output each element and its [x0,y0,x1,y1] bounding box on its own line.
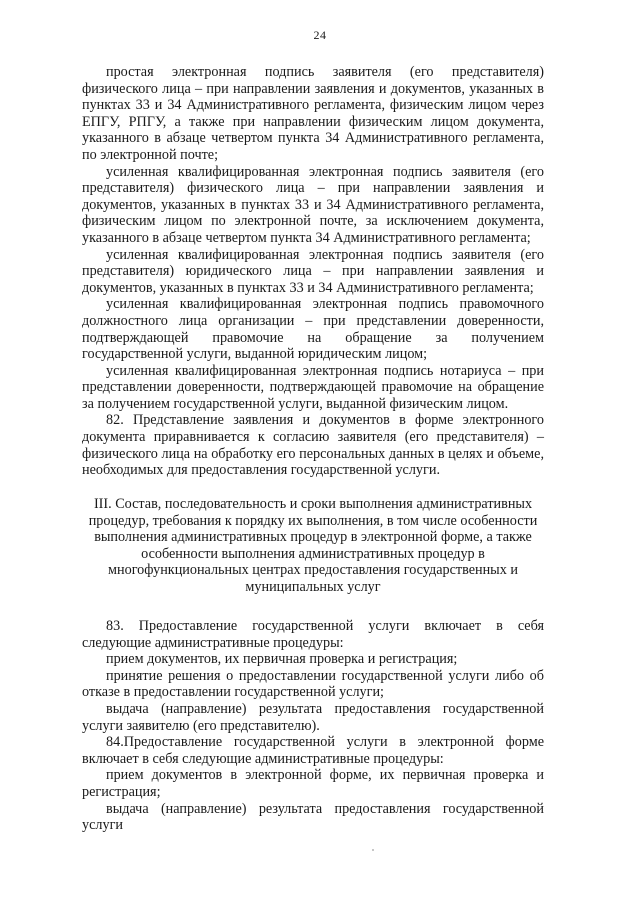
paragraph-signature-simple: простая электронная подпись заявителя (его представителя) физического лица – при направлении заявления и документов, указанных в пунктах 33 и 34 Административного регламента, физическим лицом через ЕПГУ, РПГУ, а также при направлении физическим лицом документа, указанного в абзаце четвертом пункта 34 Административного регламента, по электронной почте; [82,64,544,163]
paragraph-84-item-intake: прием документов в электронной форме, их первичная проверка и регистрация; [82,767,544,800]
top-text-block [82,64,544,479]
paragraph-83-item-issuance: выдача (направление) результата предоставления государственной услуги заявителю (его представителю). [82,700,544,734]
section-heading-block [82,496,544,596]
paragraph-83-item-decision: принятие решения о предоставлении государственной услуги либо об отказе в предоставлении государственной услуги; [82,667,544,701]
section-heading: III. Состав, последовательность и сроки выполнения административных процедур, требования к порядку их выполнения, в том числе особенности выполнения административных процедур в электронной форме, а также особенности выполнения административных процедур в многофункциональных центрах предоставления государственных и муниципальных услуг [88,496,538,595]
scan-speck [372,849,374,851]
paragraph-83-item-intake: прием документов, их первичная проверка и регистрация; [106,651,458,668]
paragraph-83: 83. Предоставление государственной услуги включает в себя следующие административные процедуры: [82,618,544,651]
paragraph-signature-qualified-individual: усиленная квалифицированная электронная подпись заявителя (его представителя) физического лица – при направлении заявления и документов, указанных в пунктах 33 и 34 Административного регламента, физическим лицом по электронной почте, за исключением документа, указанного в абзаце четвертом пункта 34 Административного регламента; [82,163,544,246]
paragraph-signature-notary: усиленная квалифицированная электронная подпись нотариуса – при представлении доверенности, подтверждающей правомочие на обращение за получением государственной услуги, выданной физическим лицом. [82,362,544,412]
bottom-text-block [82,618,544,834]
paragraph-signature-authorized-official: усиленная квалифицированная электронная подпись правомочного должностного лица организации – при представлении доверенности, подтверждающей правомочие на обращение за получением государственной услуги, выданной юридическим лицом; [82,296,544,363]
paragraph-signature-qualified-legal-entity: усиленная квалифицированная электронная подпись заявителя (его представителя) юридического лица – при направлении заявления и документов, указанных в пунктах 33 и 34 Административного регламента; [82,246,544,296]
paragraph-82: 82. Представление заявления и документов в форме электронного документа приравнивается к согласию заявителя (его представителя) – физического лица на обработку его персональных данных в целях и объеме, необходимых для предоставления государственной услуги. [82,412,544,479]
paragraph-84-item-issuance: выдача (направление) результата предоставления государственной услуги [82,800,544,834]
paragraph-84: 84.Предоставление государственной услуги в электронной форме включает в себя следующие административные процедуры: [82,734,544,767]
page-number: 24 [313,28,327,42]
